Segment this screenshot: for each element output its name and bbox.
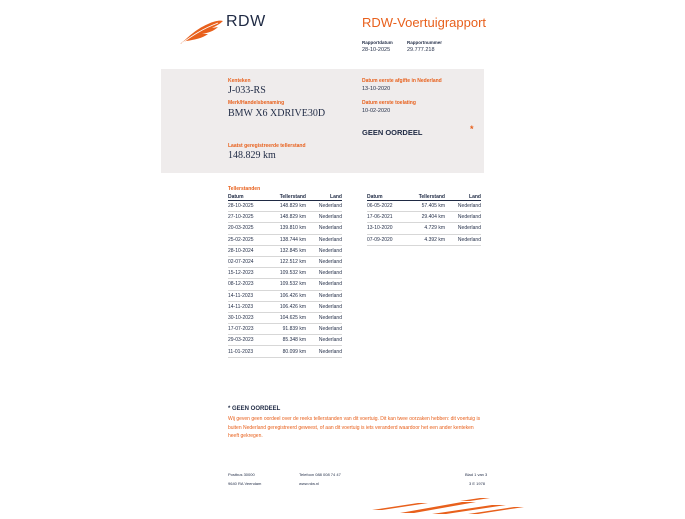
row-date: 20-03-2025: [228, 223, 268, 234]
vehicle-summary-panel: [161, 69, 484, 173]
note-title: * GEEN OORDEEL: [228, 406, 281, 412]
row-country: Nederland: [306, 346, 342, 357]
table-row: [228, 245, 342, 256]
table-row: [367, 234, 481, 245]
row-country: Nederland: [445, 212, 481, 223]
note-text: Wij geven geen oordeel over de reeks tellerstanden van dit voertuig. Dit kan twee oorzaken hebben: dit voertuig is buiten Nederland geregistreerd geweest, of aan dit voertuig is iets veranderd waardoor het een ander kenteken heeft gekregen.: [228, 416, 481, 439]
row-odometer: 91.839 km: [268, 324, 306, 335]
odometer-section-title: Tellerstanden: [228, 186, 261, 192]
row-date: 13-10-2020: [367, 223, 407, 234]
row-odometer: 104.625 km: [268, 312, 306, 323]
report-title: RDW-Voertuigrapport: [362, 15, 487, 30]
row-country: Nederland: [306, 324, 342, 335]
row-date: 17-07-2023: [228, 324, 268, 335]
row-odometer: 4.392 km: [407, 234, 445, 245]
col-country: Land: [445, 194, 481, 201]
row-country: Nederland: [306, 268, 342, 279]
model-label: Merk/Handelsbenaming: [228, 100, 285, 106]
row-odometer: 106.426 km: [268, 301, 306, 312]
col-date: Datum: [228, 194, 268, 201]
row-country: Nederland: [306, 256, 342, 267]
row-country: Nederland: [306, 234, 342, 245]
row-country: Nederland: [445, 234, 481, 245]
row-odometer: 148.829 km: [268, 201, 306, 212]
row-odometer: 29.404 km: [407, 212, 445, 223]
row-odometer: 106.426 km: [268, 290, 306, 301]
row-date: 25-02-2025: [228, 234, 268, 245]
table-row: [228, 324, 342, 335]
col-odometer: Tellerstand: [268, 194, 306, 201]
footer-web[interactable]: www.rdw.nl: [299, 481, 320, 486]
table-row: [228, 335, 342, 346]
first-admission-date: 10-02-2020: [362, 108, 391, 114]
col-odometer: Tellerstand: [407, 194, 445, 201]
table-row: [367, 212, 481, 223]
report-date-label: Rapportdatum: [362, 40, 393, 45]
row-country: Nederland: [306, 312, 342, 323]
row-odometer: 80.099 km: [268, 346, 306, 357]
row-date: 11-01-2023: [228, 346, 268, 357]
table-row: [228, 234, 342, 245]
row-date: 14-11-2023: [228, 301, 268, 312]
row-date: 28-10-2025: [228, 201, 268, 212]
table-row: [228, 312, 342, 323]
row-odometer: 122.512 km: [268, 256, 306, 267]
table-row: [367, 201, 481, 212]
table-row: [228, 201, 342, 212]
decorative-stripes: [372, 497, 524, 514]
table-row: [228, 346, 342, 357]
row-date: 15-12-2023: [228, 268, 268, 279]
logo-text: RDW: [226, 13, 266, 30]
table-row: [367, 223, 481, 234]
plate-label: Kenteken: [228, 78, 251, 84]
row-date: 06-05-2022: [367, 201, 407, 212]
vehicle-model: BMW X6 XDRIVE30D: [228, 108, 326, 119]
table-row: [228, 256, 342, 267]
row-country: Nederland: [306, 245, 342, 256]
footer-phone: Telefoon 088 008 74 47: [299, 472, 341, 477]
first-nl-date: 13-10-2020: [362, 86, 391, 92]
odometer-last-label: Laatst geregistreerde tellerstand: [228, 143, 306, 149]
col-date: Datum: [367, 194, 407, 201]
report-number-label: Rapportnummer: [407, 40, 443, 45]
first-nl-label: Datum eerste afgifte in Nederland: [362, 78, 442, 84]
row-country: Nederland: [445, 201, 481, 212]
row-odometer: 138.744 km: [268, 234, 306, 245]
table-row: [228, 279, 342, 290]
row-date: 07-09-2020: [367, 234, 407, 245]
footer-page: Blad 1 van 3: [465, 472, 488, 477]
row-odometer: 139.810 km: [268, 223, 306, 234]
row-date: 14-11-2023: [228, 290, 268, 301]
row-date: 27-10-2025: [228, 212, 268, 223]
footer-address2: 9640 RA Veendam: [228, 481, 262, 486]
row-country: Nederland: [306, 223, 342, 234]
stripes-graphic: [372, 497, 524, 514]
row-odometer: 85.348 km: [268, 335, 306, 346]
row-country: Nederland: [445, 223, 481, 234]
row-odometer: 57.405 km: [407, 201, 445, 212]
row-odometer: 109.532 km: [268, 268, 306, 279]
table-row: [228, 301, 342, 312]
row-country: Nederland: [306, 279, 342, 290]
odometer-table-right: [367, 194, 481, 246]
row-country: Nederland: [306, 201, 342, 212]
row-country: Nederland: [306, 301, 342, 312]
table-row: [228, 290, 342, 301]
row-date: 30-10-2023: [228, 312, 268, 323]
table-row: [228, 212, 342, 223]
row-date: 02-07-2024: [228, 256, 268, 267]
verdict-mark: *: [470, 124, 474, 134]
footer-address1: Postbus 30000: [228, 472, 255, 477]
rdw-logo: [178, 18, 224, 46]
first-admission-label: Datum eerste toelating: [362, 100, 416, 106]
table-row: [228, 223, 342, 234]
footer-code: 3 E 1978: [469, 481, 486, 486]
row-odometer: 109.532 km: [268, 279, 306, 290]
license-plate: J-033-RS: [228, 85, 266, 96]
verdict: GEEN OORDEEL: [362, 128, 423, 137]
row-date: 17-06-2021: [367, 212, 407, 223]
odometer-last-value: 148.829 km: [228, 150, 276, 161]
report-number: 29.777.218: [407, 47, 435, 53]
row-country: Nederland: [306, 212, 342, 223]
row-odometer: 132.845 km: [268, 245, 306, 256]
col-country: Land: [306, 194, 342, 201]
odometer-table-left: [228, 194, 342, 358]
row-odometer: 148.829 km: [268, 212, 306, 223]
row-date: 29-03-2023: [228, 335, 268, 346]
row-country: Nederland: [306, 335, 342, 346]
row-odometer: 4.729 km: [407, 223, 445, 234]
row-date: 08-12-2023: [228, 279, 268, 290]
row-country: Nederland: [306, 290, 342, 301]
report-date: 28-10-2025: [362, 47, 391, 53]
rdw-feather-icon: [178, 18, 224, 46]
table-row: [228, 268, 342, 279]
row-date: 28-10-2024: [228, 245, 268, 256]
